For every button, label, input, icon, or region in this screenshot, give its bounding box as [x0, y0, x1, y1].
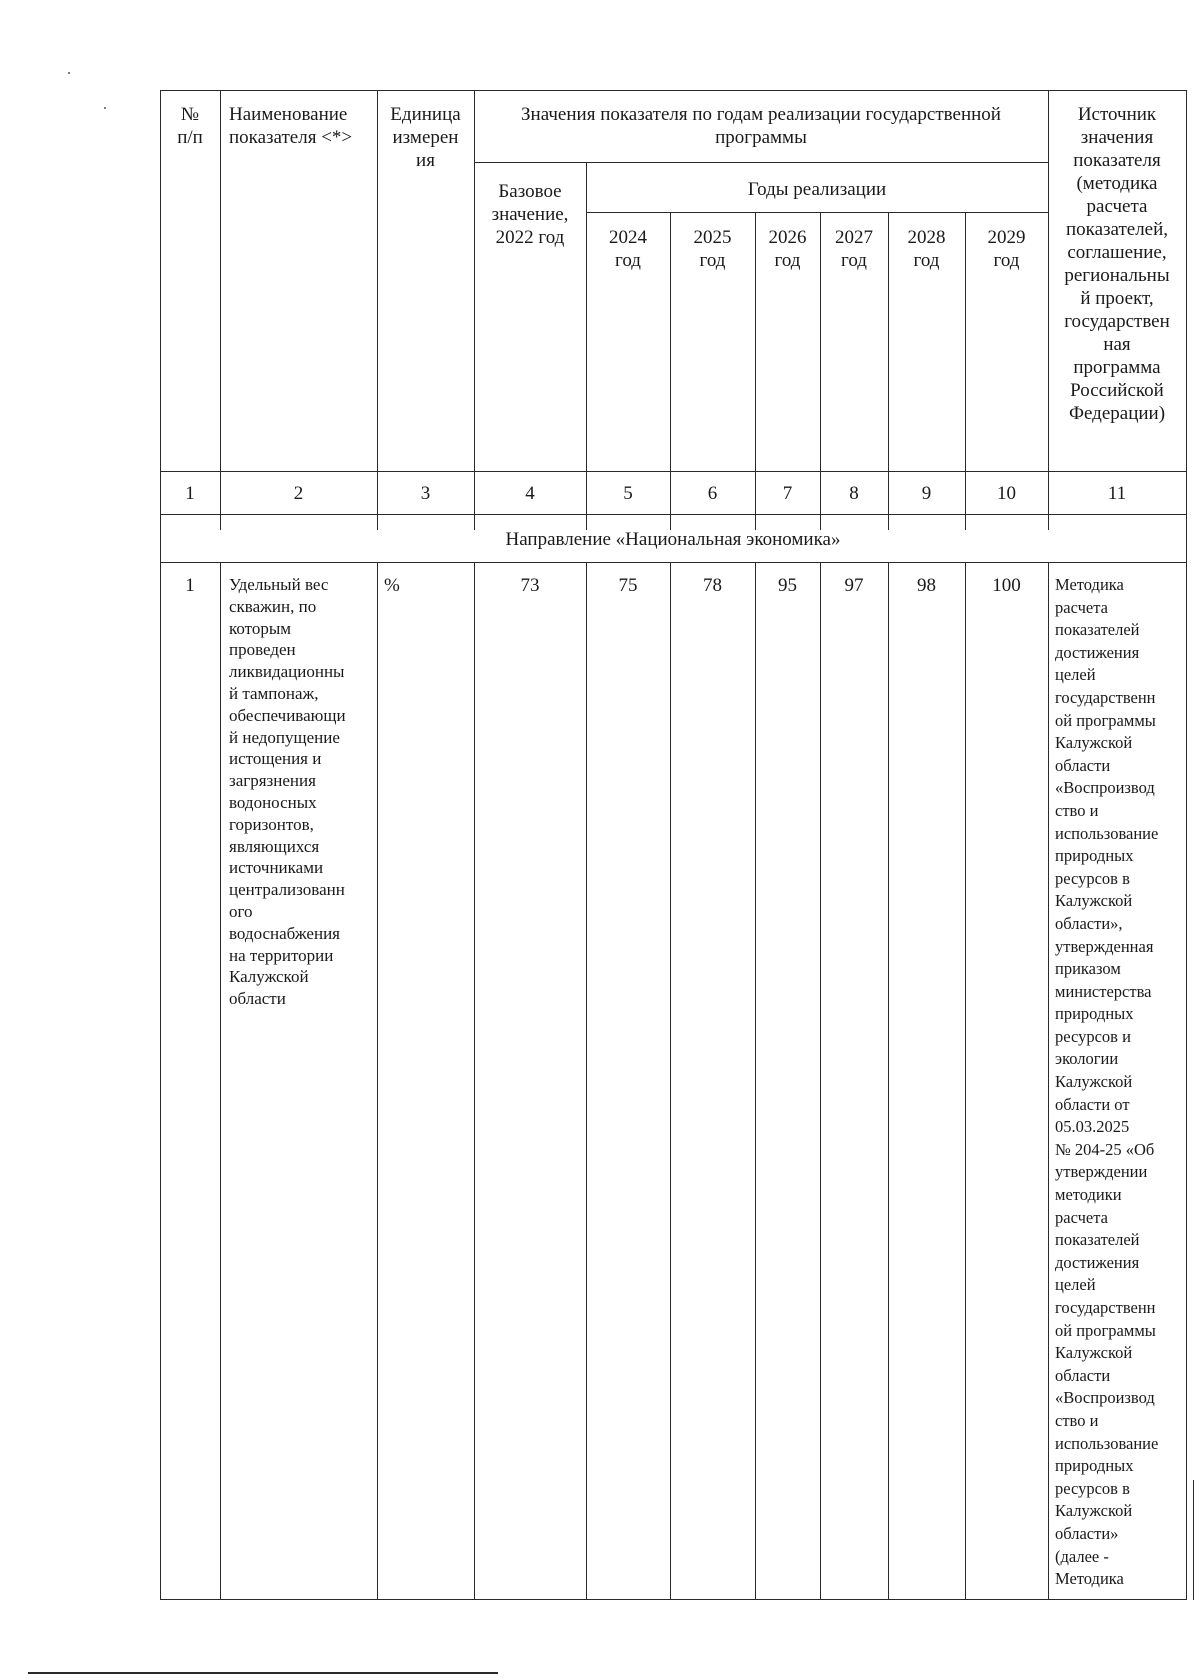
header-values-group: Значения показателя по годам реализации государственной программы	[521, 104, 1001, 148]
column-number: 5	[623, 483, 633, 504]
footer-rule	[28, 1672, 498, 1674]
scan-artifact-line	[1193, 1480, 1194, 1600]
row-divider	[474, 162, 1049, 163]
row-base-value: 73	[520, 575, 540, 596]
column-number: 10	[997, 483, 1016, 504]
scan-speck	[68, 72, 70, 74]
header-year-2028: 2028 год	[907, 227, 946, 271]
col-divider	[586, 562, 587, 1600]
row-divider	[160, 562, 1187, 563]
scan-speck	[104, 107, 106, 109]
col-divider	[965, 562, 966, 1600]
col-divider	[586, 162, 587, 530]
column-number: 9	[921, 483, 932, 504]
row-value-2026: 95	[778, 575, 797, 596]
col-divider	[820, 562, 821, 1600]
table-border-right	[1186, 90, 1187, 1600]
row-value-2028: 98	[917, 575, 936, 596]
row-divider	[160, 514, 1187, 515]
col-divider	[474, 90, 475, 530]
header-year-2029: 2029 год	[987, 227, 1026, 271]
column-number: 3	[420, 483, 431, 504]
header-unit: Единица измерен ия	[390, 104, 461, 171]
header-years-group: Годы реализации	[747, 179, 887, 200]
row-unit: %	[384, 575, 400, 596]
row-value-2024: 75	[618, 575, 638, 596]
col-divider	[377, 562, 378, 1600]
column-number: 2	[293, 483, 304, 504]
col-divider	[755, 562, 756, 1600]
column-number: 7	[782, 483, 793, 504]
header-name: Наименование показателя <*>	[229, 104, 353, 148]
table-border-bottom	[160, 1599, 1187, 1600]
col-divider	[1048, 562, 1049, 1600]
table-border-top	[160, 90, 1187, 91]
header-year-2025: 2025 год	[693, 227, 732, 271]
row-value-2029: 100	[992, 575, 1021, 596]
col-divider	[670, 562, 671, 1600]
header-year-2027: 2027 год	[835, 227, 873, 271]
col-divider	[220, 90, 221, 530]
row-value-2027: 97	[844, 575, 864, 596]
header-year-2026: 2026 год	[768, 227, 807, 271]
header-num: № п/п	[177, 104, 203, 148]
row-num: 1	[185, 575, 195, 596]
col-divider	[474, 562, 475, 1600]
column-number: 1	[185, 483, 195, 504]
row-value-2025: 78	[703, 575, 722, 596]
row-source: Методика расчета показателей достижения целей государственн ой программы Калужской области «Воспроизвод ство и использование природных ресурсов в Калужской области», утвержденная приказом министерства природных ресурсов и экологии Калужской области от 05.03.2025 № 204-25 «Об утверждении методики расчета показателей достижения целей государственн ой программы Калужской области «Воспроизвод ство и использование природных ресурсов в Калужской области» (далее - Методика	[1055, 575, 1159, 1589]
header-source: Источник значения показателя (методика расчета показателей, соглашение, региональны й проект, государствен ная программа Российской Федерации)	[1064, 104, 1170, 424]
row-divider	[160, 471, 1187, 472]
col-divider	[888, 562, 889, 1600]
row-divider	[586, 212, 1049, 213]
row-name: Удельный вес скважин, по которым проведен ликвидационны й тампонаж, обеспечивающи й недопущение истощения и загрязнения водоносных горизонтов, являющихся источниками централизованн ого водоснабжения на территории Калужской области	[229, 575, 346, 1009]
column-number: 4	[525, 483, 535, 504]
column-number: 8	[849, 483, 859, 504]
header-base: Базовое значение, 2022 год	[491, 181, 569, 248]
table-border-left	[160, 90, 161, 1600]
col-divider	[220, 562, 221, 1600]
header-year-2024: 2024 год	[609, 227, 647, 271]
column-number: 6	[707, 483, 718, 504]
column-number: 11	[1107, 483, 1127, 504]
section-title: Направление «Национальная экономика»	[505, 529, 841, 550]
